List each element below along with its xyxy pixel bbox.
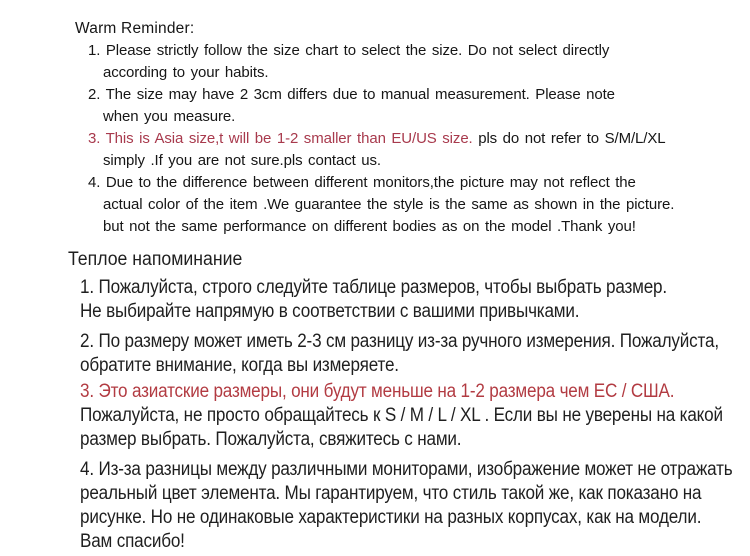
ru-item2 <box>80 330 750 378</box>
russian-heading: Теплое напоминание <box>68 249 243 270</box>
en-item1-line2: according to your habits. <box>103 64 269 81</box>
ru-item4-line2: реальный цвет элемента. Мы гарантируем, что стиль такой же, как показано на <box>80 483 702 504</box>
ru-item3-line2: Пожалуйста, не просто обращайтесь к S / M / L / XL . Если вы не уверены на какой <box>80 405 723 426</box>
en-asia-size-warning: 3. This is Asia size,t will be 1-2 smaller than EU/US size. <box>88 130 473 147</box>
english-reminder-section <box>75 18 674 238</box>
en-item4-line3: but not the same performance on different bodies as on the model .Thank you! <box>103 218 636 235</box>
en-item4-line2: actual color of the item .We guarantee the style is the same as shown in the picture. <box>103 196 675 213</box>
en-item3-line1-rest: pls do not refer to S/M/L/XL <box>472 130 666 147</box>
ru-item3 <box>80 380 750 452</box>
ru-item4-line1: 4. Из-за разницы между различными мониторами, изображение может не отражать <box>80 459 733 480</box>
ru-item3-line3: размер выбрать. Пожалуйста, свяжитесь с нами. <box>80 429 462 450</box>
ru-item2-line1: 2. По размеру может иметь 2-3 см разницу из-за ручного измерения. Пожалуйста, <box>80 331 719 352</box>
en-item1-line1: 1. Please strictly follow the size chart to select the size. Do not select directly <box>88 42 610 59</box>
ru-asia-size-warning: 3. Это азиатские размеры, они будут меньше на 1-2 размера чем ЕС / США. <box>80 381 675 402</box>
en-item2-line2: when you measure. <box>103 108 236 125</box>
ru-item1-line2: Не выбирайте напрямую в соответствии с вашими привычками. <box>80 301 580 322</box>
ru-item4 <box>80 458 750 554</box>
english-heading: Warm Reminder: <box>75 20 195 37</box>
ru-item4-line3: рисунке. Но не одинаковые характеристики на разных корпусах, как на модели. <box>80 507 702 528</box>
en-item4-line1: 4. Due to the difference between different monitors,the picture may not reflect the <box>88 174 636 191</box>
ru-item1 <box>80 276 750 324</box>
russian-reminder-section <box>68 247 750 554</box>
en-item3-line1 <box>88 128 674 150</box>
ru-item4-line4: Вам спасибо! <box>80 531 185 552</box>
en-item2-line1: 2. The size may have 2 3cm differs due to manual measurement. Please note <box>88 86 615 103</box>
ru-item2-line2: обратите внимание, когда вы измеряете. <box>80 355 399 376</box>
ru-item1-line1: 1. Пожалуйста, строго следуйте таблице размеров, чтобы выбрать размер. <box>80 277 667 298</box>
en-item3-line2: simply .If you are not sure.pls contact us. <box>103 152 381 169</box>
